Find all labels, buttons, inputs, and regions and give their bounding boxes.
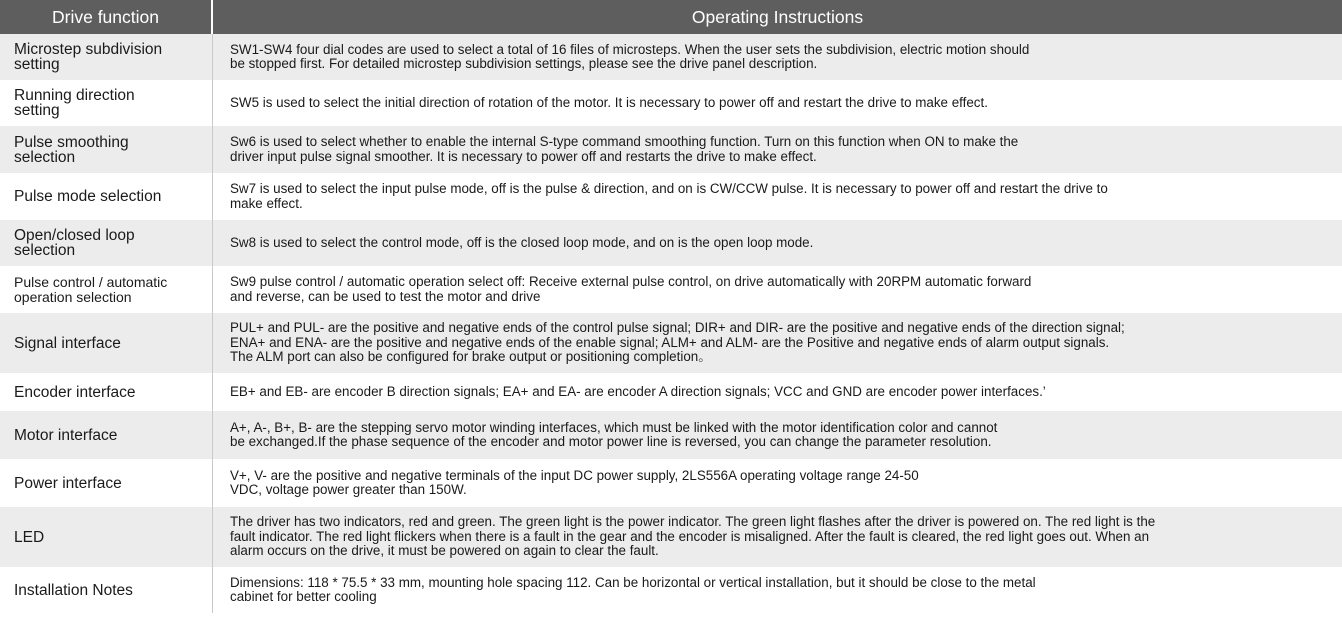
function-cell — [0, 173, 213, 220]
function-label: Motor interface — [14, 426, 118, 444]
instructions-cell — [213, 459, 1342, 507]
function-cell — [0, 80, 213, 126]
table-row — [0, 459, 1342, 507]
header-drive-function: Drive function — [0, 0, 213, 34]
instructions-text: V+, V- are the positive and negative terminals of the input DC power supply, 2LS556A operating voltage range 24-50 VDC, voltage power greater than 150W. — [230, 467, 919, 497]
function-cell — [0, 507, 213, 567]
instructions-text: Dimensions: 118 * 75.5 * 33 mm, mounting hole spacing 112. Can be horizontal or vertical installation, but it should be close to the metal cabinet for better cooling — [230, 574, 1036, 604]
function-cell — [0, 34, 213, 80]
instructions-cell — [213, 80, 1342, 126]
function-label: Running direction setting — [14, 87, 135, 119]
instructions-cell — [213, 567, 1342, 613]
function-label: LED — [14, 528, 45, 546]
instructions-text: Sw8 is used to select the control mode, off is the closed loop mode, and on is the open loop mode. — [230, 234, 814, 250]
function-cell — [0, 126, 213, 173]
instructions-text: Sw7 is used to select the input pulse mode, off is the pulse & direction, and on is CW/CCW pulse. It is necessary to power off and restart the drive to make effect. — [230, 181, 1108, 211]
table-row — [0, 220, 1342, 266]
function-label: Encoder interface — [14, 383, 136, 401]
instructions-cell — [213, 126, 1342, 173]
instructions-cell — [213, 373, 1342, 411]
function-label: Microstep subdivision setting — [14, 41, 163, 73]
function-label: Pulse smoothing selection — [14, 133, 129, 166]
function-label: Installation Notes — [14, 581, 133, 599]
instructions-cell — [213, 173, 1342, 220]
instructions-text: Sw9 pulse control / automatic operation select off: Receive external pulse control, on drive automatically with 20RPM automatic forward and reverse, can be used to test the motor and drive — [230, 274, 1032, 304]
table-row — [0, 173, 1342, 220]
instructions-text: Sw6 is used to select whether to enable the internal S-type command smoothing function. Turn on this function when ON to make the driver input pulse signal smoother. It is necessary to power off and restarts the drive to make effect. — [230, 134, 1019, 164]
function-label: Pulse control / automatic operation selection — [14, 273, 168, 305]
table-row — [0, 567, 1342, 613]
function-cell — [0, 313, 213, 373]
instructions-text: SW1-SW4 four dial codes are used to select a total of 16 files of microsteps. When the user sets the subdivision, electric motion should be stopped first. For detailed microstep subdivision settings, please see the drive panel description. — [230, 41, 1030, 71]
instructions-text: EB+ and EB- are encoder B direction signals; EA+ and EA- are encoder A direction signals; VCC and GND are encoder power interfaces.’ — [230, 383, 1046, 399]
function-cell — [0, 459, 213, 507]
function-label: Pulse mode selection — [14, 188, 162, 205]
table-row — [0, 373, 1342, 411]
instructions-cell — [213, 313, 1342, 373]
table-row — [0, 507, 1342, 567]
instructions-text: PUL+ and PUL- are the positive and negative ends of the control pulse signal; DIR+ and DIR- are the positive and negative ends of the direction signal; ENA+ and ENA- are the positive and negative ends of the enable signal; ALM+ and ALM- are the Positive and negative ends of alarm output signals. The ALM port can also be configured for brake output or positioning completion。 — [230, 320, 1125, 365]
function-label: Power interface — [14, 474, 122, 492]
table-row — [0, 266, 1342, 313]
header-operating-instructions: Operating Instructions — [691, 6, 864, 27]
instructions-cell — [213, 266, 1342, 313]
table-row — [0, 34, 1342, 80]
instructions-cell — [213, 411, 1342, 459]
instructions-text: A+, A-, B+, B- are the stepping servo motor winding interfaces, which must be linked with the motor identification color and cannot be exchanged.If the phase sequence of the encoder and motor power line is reversed, you can change the parameter resolution. — [230, 419, 998, 449]
table-header — [0, 0, 1342, 34]
instructions-text: SW5 is used to select the initial direction of rotation of the motor. It is necessary to power off and restart the drive to make effect. — [230, 94, 988, 110]
function-cell — [0, 266, 213, 313]
function-cell — [0, 411, 213, 459]
function-cell — [0, 220, 213, 266]
instructions-cell — [213, 507, 1342, 567]
table-row — [0, 411, 1342, 459]
function-cell — [0, 567, 213, 613]
table-row — [0, 80, 1342, 126]
instructions-cell — [213, 34, 1342, 80]
function-label: Signal interface — [14, 334, 121, 352]
function-label: Open/closed loop selection — [14, 227, 135, 259]
function-cell — [0, 373, 213, 411]
table-row — [0, 126, 1342, 173]
table-row — [0, 313, 1342, 373]
instructions-cell — [213, 220, 1342, 266]
instructions-text: The driver has two indicators, red and green. The green light is the power indicator. The green light flashes after the driver is powered on. The red light is the fault indicator. The red light flickers when there is a fault in the gear and the encoder is misaligned. After the fault is cleared, the red light goes out. When an alarm occurs on the drive, it must be powered on again to clear the fault. — [230, 514, 1156, 559]
